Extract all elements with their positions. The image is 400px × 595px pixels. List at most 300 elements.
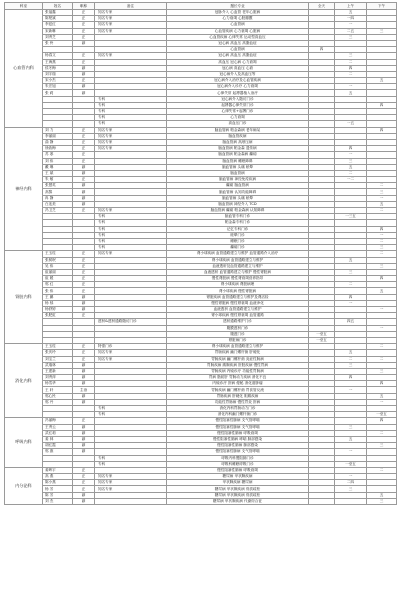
am-cell: 一三五 [335,214,367,220]
title-cell: 正 [73,127,95,133]
am-cell: 四五 [335,319,367,325]
name-cell: 王建新 [43,368,73,374]
am-cell: 一 [335,22,367,28]
am-cell: 三 [335,362,367,368]
spec-cell: 冠心病 高血压 心衰 [167,65,309,71]
day-cell: 一至五 [309,337,335,343]
note-cell: 专科 [95,220,167,226]
title-cell: 正 [73,276,95,282]
note-cell: 知名专家 [95,10,167,16]
name-cell: 宋新琳 [43,28,73,34]
note-cell: 特需门诊 [95,344,167,350]
spec-cell: 心血管病 [167,47,309,53]
name-cell: 张慧英 [43,183,73,189]
spec-cell: 胃肠疾病 内镜诊疗 功能性胃肠病 [167,368,309,374]
spec-cell: 糖尿病 甲状腺疾病 代谢综合征 [167,498,309,504]
note-cell: 专科 [95,238,167,244]
note-cell: 专科 [95,96,167,102]
spec-cell: 冠心病介入随访门诊 [167,96,309,102]
spec-cell: 脑血管病 癫痫 帕金森病 认知障碍 [167,208,309,214]
name-cell: 刘宝兰 [43,356,73,362]
am-cell: 四 [335,294,367,300]
title-cell: 正 [73,344,95,350]
name-cell: 戴 琳 [43,164,73,170]
pm-cell: 一 [367,307,397,313]
spec-cell: 眩晕门诊 [167,232,309,238]
spec-cell: 血液透析 血管通路建立与维护 慢性肾脏病 [167,269,309,275]
spec-cell: 脑血管病 [167,170,309,176]
name-cell: 王玉柱 [43,344,73,350]
spec-cell: 冠心病介入治疗及心血管疾病 [167,78,309,84]
title-cell: 副 [73,40,95,46]
title-cell: 正 [73,467,95,473]
title-cell: 副 [73,399,95,405]
pm-cell: 二 [367,208,397,214]
spec-cell: 脑血管病 神经介入 TCD [167,201,309,207]
name-cell: 武红莉 [43,430,73,436]
note-cell: 知名专家 [95,474,167,480]
name-cell: 陈 芳 [43,492,73,498]
spec-cell: 心律失常+起搏门诊 [167,109,309,115]
spec-cell: 慢性阻塞性肺病 支气管哮喘 [167,449,309,455]
name-cell: 王 斌 [43,170,73,176]
name-cell: 高 燕 [43,474,73,480]
pm-cell: 一 [367,399,397,405]
note-cell: 专科 [95,245,167,251]
name-cell: 张 伟 [43,288,73,294]
note-cell [95,498,167,504]
spec-cell: 胃肠疾病 肝硬化 胆胰疾病 [167,393,309,399]
pm-cell: 四 [367,127,397,133]
am-cell: 二 [335,282,367,288]
note-cell: 专科 [95,214,167,220]
dept-cell: 消化内科 [5,344,43,418]
spec-cell: 慢性阻塞性肺病 哮喘 肺部感染 [167,436,309,442]
am-cell: 五 [335,257,367,263]
spec-cell: 肾小球疾病 慢性肾脏病 [167,288,309,294]
am-cell: 四 [335,375,367,381]
spec-cell: 心血管疾病 心力衰竭 心脏病 [167,28,309,34]
title-cell: 副 [73,492,95,498]
spec-cell: 胃肠疾病 幽门螺杆菌 炎症性肠病 [167,356,309,362]
note-cell: 专科 [95,115,167,121]
title-cell: 副 [73,65,95,71]
spec-cell: 甲状腺疾病 糖尿病 [167,480,309,486]
title-cell: 正 [73,146,95,152]
spec-cell: 记忆专科门诊 [167,226,309,232]
title-cell: 正 [73,10,95,16]
spec-cell: 冠心病 高血压 高脂血症 [167,40,309,46]
pm-cell: 四 [367,226,397,232]
pm-cell: 一至五 [367,412,397,418]
spec-cell: 脑血管病 睡眠障碍 [167,158,309,164]
am-cell: 二四 [335,480,367,486]
note-cell: 知名专家 [95,133,167,139]
spec-cell: 消化内科胃肠动力门诊 [167,406,309,412]
pm-cell: 四 [367,418,397,424]
spec-cell: 冠心病介入及高血压等 [167,71,309,77]
spec-cell: 脑血管专科门诊 [167,214,309,220]
spec-cell: 胃肠疾病 幽门螺杆菌 肝硬化 [167,350,309,356]
note-cell: 知名专家 [95,53,167,59]
spec-cell: 癫痫门诊 [167,245,309,251]
am-cell: 三 [335,158,367,164]
pm-cell: 二 [367,467,397,473]
note-cell: 知名专家 [95,356,167,362]
name-cell: 朱 敏 [43,177,73,183]
spec-cell: 冠脉介入 心血管 老年心脏病 [167,10,309,16]
name-cell: 张庆玲 [43,350,73,356]
spec-cell: 慢性阻塞性肺病 支气管哮喘 [167,418,309,424]
title-cell: 副 [73,170,95,176]
name-cell: 郭 旗 [43,449,73,455]
title-cell: 副 [73,84,95,90]
title-cell: 正 [73,34,95,40]
header-spec: 擅长专业 [167,3,309,10]
spec-cell: 高血压 冠心病 心力衰竭 [167,59,309,65]
note-cell: 知名专家 [95,486,167,492]
note-cell: 专科 [95,232,167,238]
name-cell: 杨 栎 [43,300,73,306]
dept-cell: 心血管内科 [5,10,43,128]
spec-cell: 脑血管病 头痛 眩晕 [167,195,309,201]
title-cell: 副 [73,183,95,189]
spec-cell: 肾小球疾病 慢性肾衰竭 血管通路 [167,313,309,319]
pm-cell: 四 [367,102,397,108]
title-cell: 正 [73,152,95,158]
name-cell: 杨 芳 [43,486,73,492]
title-cell: 主治 [73,387,95,393]
title-cell: 副 [73,164,95,170]
spec-cell: 起搏器心律失常门诊 [167,102,309,108]
note-cell: 知名专家 [95,16,167,22]
am-cell: 四 [335,146,367,152]
spec-cell: 慢性阻塞性肺病 支气管哮喘 [167,424,309,430]
title-cell: 正 [73,177,95,183]
title-cell: 副 [73,424,95,430]
am-cell: 一 [335,474,367,480]
spec-cell: 冠心病 高血压 高脂血症 [167,53,309,59]
header-pm: 下午 [367,3,397,10]
schedule-sheet [4,2,396,505]
name-cell: 郭 红 [43,282,73,288]
name-cell: 刘秀萍 [43,375,73,381]
note-cell: 专科 [95,109,167,115]
title-cell: 正 [73,251,95,257]
am-cell: 一 [335,449,367,455]
title-cell: 正 [73,356,95,362]
am-cell: 一至五 [335,461,367,467]
am-cell: 三 [335,269,367,275]
pm-cell: 二 [367,356,397,362]
name-cell: 崔丽丽 [43,269,73,275]
name-cell: 崔 媛 [43,276,73,282]
am-cell: 一四 [335,16,367,22]
note-cell: 专科 [95,121,167,127]
table-row [5,498,397,504]
name-cell: 刘 伟 [43,158,73,164]
name-cell: 冉 静 [43,195,73,201]
spec-cell: 功能性胃肠病 慢性胃炎 肝病 [167,399,309,405]
spec-cell: 慢性肾脏病 慢性肾衰竭 血液净化 [167,300,309,306]
dept-cell: 肾脏内科 [5,251,43,344]
title-cell: 正 [73,350,95,356]
spec-cell: 心血管病 [167,22,309,28]
title-cell: 正 [73,53,95,59]
spec-cell: 帕金森专科门诊 [167,220,309,226]
name-cell: 张 伶 [43,40,73,46]
spec-cell: 血液透析及血管通路建立与维护 [167,263,309,269]
am-cell: 一五 [335,121,367,127]
note-cell: 知名专家 [95,350,167,356]
note-cell: 专科 [95,455,167,461]
note-cell: 专科 [95,102,167,108]
spec-cell: 糖尿病 甲状腺疾病 [167,474,309,480]
am-cell: 五 [335,436,367,442]
name-cell: 冯丽梅 [43,418,73,424]
title-cell: 副 [73,189,95,195]
name-cell: 曲 静 [43,139,73,145]
am-cell: 一 [335,84,367,90]
pm-cell: 一 [367,232,397,238]
spec-cell: 脑血管病 帕金森 遗传病 [167,146,309,152]
pm-cell: 三 [367,189,397,195]
pm-cell: 一 [367,195,397,201]
pm-cell: 四 [367,381,397,387]
note-cell: 知名专家 [95,146,167,152]
title-cell: 副 [73,195,95,201]
am-cell: 五 [335,164,367,170]
pm-cell: 五 [367,78,397,84]
spec-cell: 糖尿病 甲状腺疾病 骨质疏松 [167,492,309,498]
title-cell: 正 [73,59,95,65]
spec-cell: 脑血管疾病 [167,133,309,139]
title-cell: 正 [73,269,95,275]
name-cell: 冯卫芝 [43,208,73,214]
pm-cell: 三 [367,263,397,269]
spec-cell: 脑血管病 神经免疫疾病 [167,177,309,183]
am-cell: 一 [335,300,367,306]
spec-cell: 胃病 脂肪肝 胃肠动力疾病 消化不良 [167,375,309,381]
spec-cell: 胃肠疾病 胰腺疾病 肝脏疾病 慢性胃病 [167,362,309,368]
schedule-body [5,10,397,505]
name-cell: 王 鹏 [43,294,73,300]
name-cell: 陈楚斌 [43,16,73,22]
day-cell: 四 [309,47,335,53]
spec-cell: 脑血管病 帕金森病 老年痴呆 [167,127,309,133]
title-cell: 正 [73,474,95,480]
pm-cell: 三 [367,368,397,374]
spec-cell: 慢性阻塞性肺病 呼吸衰竭 [167,430,309,436]
spec-cell: 肾脏疾病 血管通路建立与维护及肾活检 [167,294,309,300]
spec-cell: 心血管疾病 心律失常 运动型高血压 [167,34,309,40]
schedule-table [4,2,397,505]
am-cell: 三 [335,424,367,430]
name-cell: 胡红霞 [43,443,73,449]
pm-cell: 五 [367,201,397,207]
pm-cell: 二 [367,183,397,189]
name-cell: 张树珉 [43,257,73,263]
name-cell: 郭 丹 [43,399,73,405]
am-cell: 一二 [335,177,367,183]
title-cell: 副 [73,381,95,387]
name-cell: 杨舒婷 [43,307,73,313]
name-cell: 王秀云 [43,424,73,430]
dept-cell: 神经内科 [5,127,43,251]
title-cell: 正 [73,158,95,164]
header-am: 上午 [335,3,367,10]
spec-cell: 呼吸科睡眠呼吸门诊 [167,461,309,467]
name-cell: 侯冬梅 [43,65,73,71]
am-cell: 二 [335,170,367,176]
spec-cell: 消化内科幽门螺杆菌门诊 [167,412,309,418]
title-cell: 正 [73,257,95,263]
spec-cell: 癫痫 脑血管病 [167,183,309,189]
name-cell: 朱宏旭 [43,84,73,90]
title-cell: 副 [73,368,95,374]
spec-cell: 肾脏病门诊 [167,337,309,343]
name-cell: 陈小燕 [43,480,73,486]
title-cell: 正 [73,133,95,139]
pm-cell: 三 [367,245,397,251]
am-cell: 三 [335,53,367,59]
title-cell: 副 [73,375,95,381]
name-cell: 刘 杰 [43,498,73,504]
note-cell: 专科 [95,412,167,418]
pm-cell: 二 [367,430,397,436]
name-cell: 王 轩 [43,387,73,393]
title-cell: 副 [73,498,95,504]
name-cell: 高黎 [43,189,73,195]
header-day: 全天 [309,3,335,10]
spec-cell: 心力衰竭 心脏瓣膜 [167,16,309,22]
name-cell: 杨雪华 [43,381,73,387]
note-cell: 知名专家 [95,28,167,34]
title-cell: 正 [73,418,95,424]
note-cell: 专科 [95,406,167,412]
dept-cell: 呼吸内科 [5,418,43,468]
spec-cell: 冠心病介入诊疗 心力衰竭 [167,84,309,90]
spec-cell: 慢性阻塞性肺病 肺部感染 [167,443,309,449]
am-cell: 一 [335,152,367,158]
am-cell: 一 [335,387,367,393]
spec-cell: 肾小球疾病 血管通路建立与维护 [167,344,309,350]
note-cell: 知名专家 [95,22,167,28]
name-cell: 刘宇瑞 [43,71,73,77]
title-cell: 副 [73,300,95,306]
spec-cell: 透析通路维护门诊 [167,319,309,325]
pm-cell: 一 [367,325,397,331]
am-cell [335,498,367,504]
title-cell: 正 [73,313,95,319]
name-cell: 张福鑫 [43,10,73,16]
header-name: 姓名 [43,3,73,10]
name-cell: 姜 林 [43,436,73,442]
spec-cell: 高血压门诊 [167,121,309,127]
title-cell: 正 [73,139,95,145]
note-cell: 知名专家 [95,127,167,133]
spec-cell: 血液透析 血管通路建立与维护 [167,307,309,313]
am-cell: 五 [335,10,367,16]
name-cell: 张 莉 [43,90,73,96]
spec-cell: 脑血管病 认知功能障碍 [167,189,309,195]
title-cell: 正 [73,288,95,294]
header-dept: 科室 [5,3,43,10]
spec-cell: 肾小球疾病 血管通路建立与维护 血管通路介入治疗 [167,251,309,257]
title-cell: 副 [73,71,95,77]
title-cell: 副 [73,449,95,455]
name-cell: 徐致梅 [43,146,73,152]
title-cell: 副 [73,90,95,96]
am-cell: 二 [335,71,367,77]
title-cell: 正 [73,22,95,28]
pm-cell: 五 [367,393,397,399]
name-cell: 刘 力 [43,127,73,133]
pm-cell: 二 [367,344,397,350]
name-cell: 苏 寒 [43,152,73,158]
name-cell: 王玉柱 [43,251,73,257]
note-cell: 专科 [95,461,167,467]
spec-cell: 呼吸内科慢阻肺门诊 [167,455,309,461]
spec-cell: 慢性肾脏病 慢性肾衰竭营养指导 [167,276,309,282]
title-cell: 副 [73,443,95,449]
pm-cell: 三 [367,28,397,34]
am-cell: 五 [335,350,367,356]
name-cell: 张肥虹 [43,313,73,319]
name-cell: 吴 伟 [43,263,73,269]
spec-cell: 慢性阻塞性肺病 呼吸衰竭 [167,467,309,473]
title-cell: 副 [73,294,95,300]
spec-cell: 腹透门诊 [167,331,309,337]
title-cell: 副 [73,201,95,207]
am-cell: 五 [335,90,367,96]
am-cell: 四 [335,65,367,71]
title-cell: 正 [73,28,95,34]
pm-cell: 二 [367,251,397,257]
title-cell: 副 [73,436,95,442]
title-cell: 正 [73,78,95,84]
name-cell: 白连美 [43,201,73,207]
spec-cell: 内镜诊疗 肝病 便秘 消化道肿瘤 [167,381,309,387]
name-cell: 宋小杰 [43,78,73,84]
am-cell: 二 [335,356,367,362]
pm-cell: 四 [367,276,397,282]
pm-cell: 二 [367,238,397,244]
am-cell: 二 [335,59,367,65]
spec-cell: 心律失常 起搏器植入治疗 [167,90,309,96]
note-cell: 专科 [95,226,167,232]
spec-cell: 睡眠门诊 [167,238,309,244]
day-cell [309,498,335,504]
name-cell: 王海燕 [43,59,73,65]
name-cell: 刘秀芝 [43,34,73,40]
spec-cell: 脑血管病 高颅压病 [167,139,309,145]
title-cell: 副 [73,393,95,399]
am-cell: 二五 [335,28,367,34]
name-cell: 李丽丽 [43,133,73,139]
title-cell: 副 [73,362,95,368]
title-cell: 正 [73,208,95,214]
am-cell: 三 [335,486,367,492]
name-cell: 武瑞林 [43,362,73,368]
spec-cell: 糖尿病 甲状腺疾病 骨质疏松 [167,486,309,492]
title-cell: 正 [73,282,95,288]
spec-cell: 心力衰竭 [167,115,309,121]
note-cell: 知名专家 [95,139,167,145]
note-cell: 知名专家 [95,480,167,486]
day-cell: 一至五 [309,331,335,337]
title-cell: 副 [73,307,95,313]
